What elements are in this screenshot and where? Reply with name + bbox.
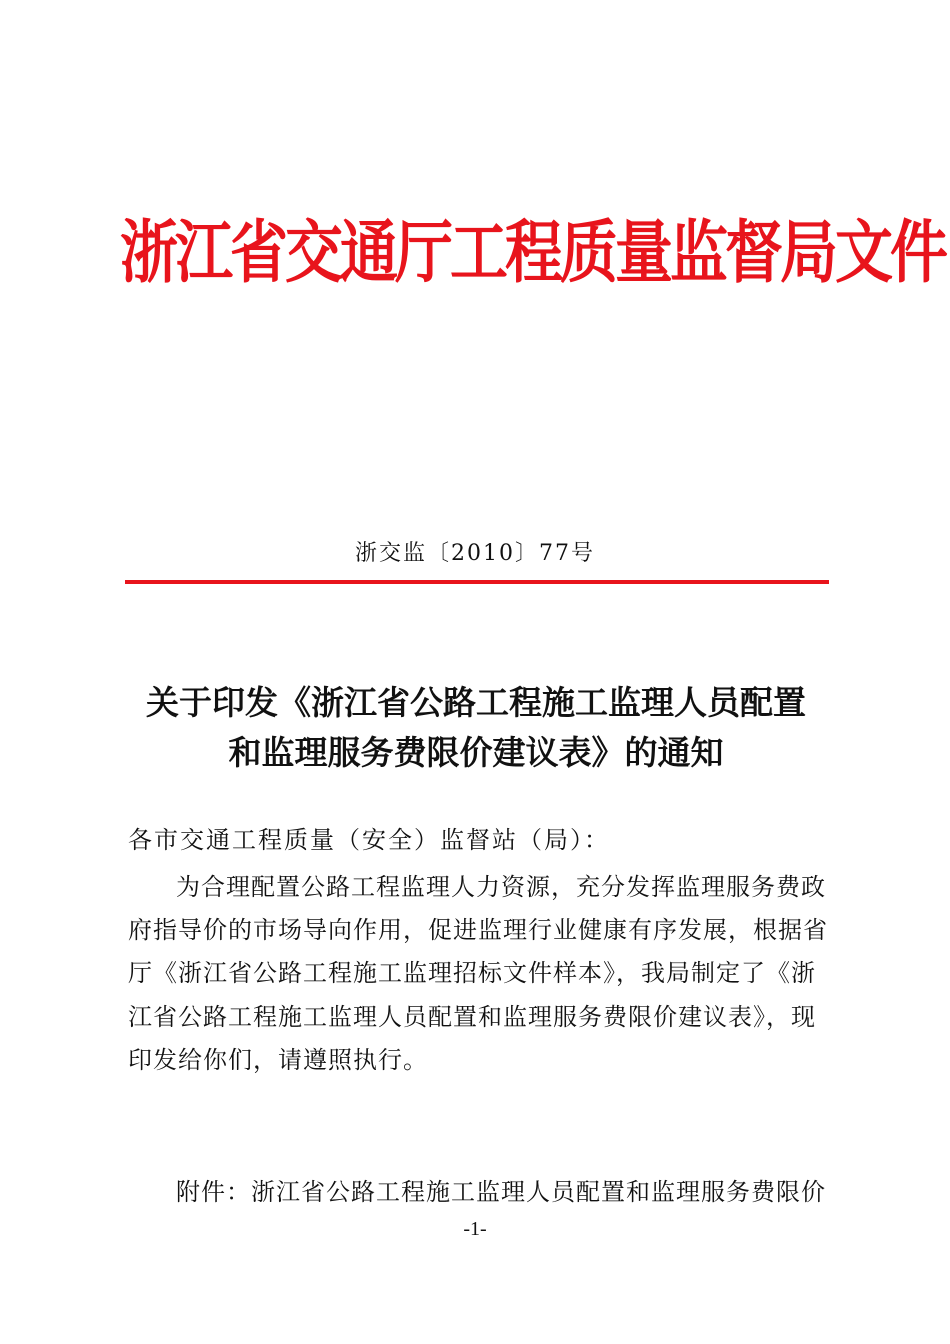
body-line-5: 印发给你们，请遵照执行。 <box>128 1045 428 1074</box>
notice-title-line-1: 关于印发《浙江省公路工程施工监理人员配置 <box>146 683 806 722</box>
notice-title <box>120 678 832 778</box>
page-number: -1- <box>463 1218 487 1240</box>
attachment-line: 附件：浙江省公路工程施工监理人员配置和监理服务费限价 <box>176 1178 826 1206</box>
body-paragraph <box>128 866 828 1082</box>
notice-title-line-2: 和监理服务费限价建议表》的通知 <box>228 733 724 772</box>
masthead-title: 浙江省交通厅工程质量监督局文件 <box>120 212 946 293</box>
body-line-3: 厅《浙江省公路工程施工监理招标文件样本》，我局制定了《浙 <box>128 959 816 988</box>
salutation: 各市交通工程质量（安全）监督站（局）： <box>128 826 610 854</box>
body-line-4: 江省公路工程施工监理人员配置和监理服务费限价建议表》，现 <box>128 1002 816 1031</box>
body-line-1: 为合理配置公路工程监理人力资源，充分发挥监理服务费政 <box>176 873 826 901</box>
document-number: 浙交监〔2010〕77号 <box>355 541 595 566</box>
body-line-2: 府指导价的市场导向作用，促进监理行业健康有序发展，根据省 <box>128 916 828 945</box>
red-divider-rule <box>125 580 829 584</box>
